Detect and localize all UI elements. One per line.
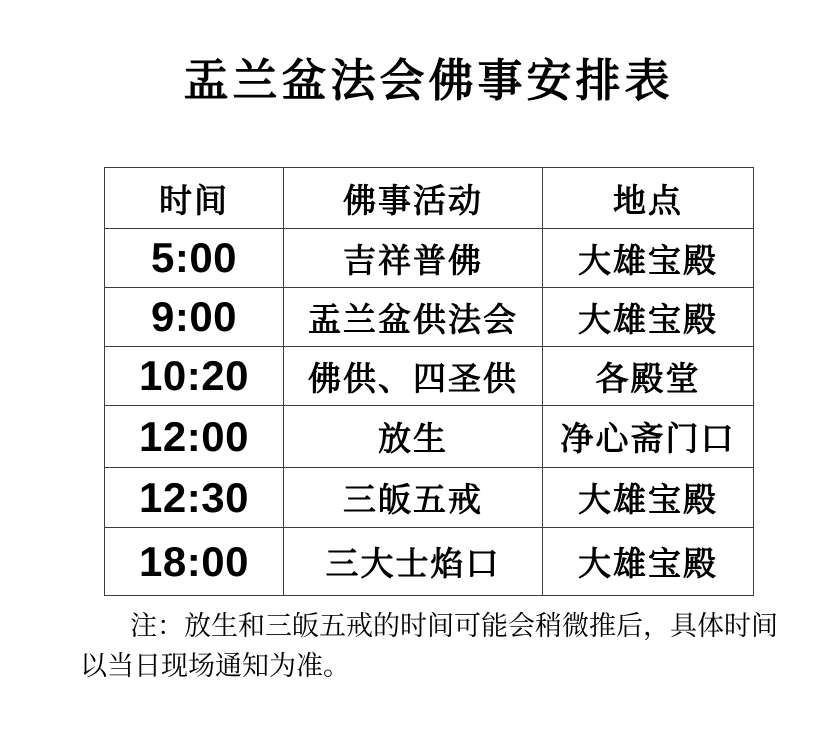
- table-row: [105, 288, 754, 347]
- footnote-line-1: 注：放生和三皈五戒的时间可能会稍微推后，具体时间: [130, 611, 778, 641]
- cell-location: 大雄宝殿: [543, 528, 754, 596]
- header-time: 时间: [105, 168, 284, 229]
- cell-activity: 吉祥普佛: [284, 229, 543, 288]
- cell-time: 12:00: [105, 406, 284, 468]
- cell-time: 18:00: [105, 528, 284, 596]
- cell-activity: 佛供、四圣供: [284, 347, 543, 406]
- cell-time: 9:00: [105, 288, 284, 347]
- header-location: 地点: [543, 168, 754, 229]
- cell-activity: 盂兰盆供法会: [284, 288, 543, 347]
- cell-time: 12:30: [105, 468, 284, 528]
- header-activity: 佛事活动: [284, 168, 543, 229]
- table-row: [105, 229, 754, 288]
- cell-location: 大雄宝殿: [543, 288, 754, 347]
- cell-location: 大雄宝殿: [543, 229, 754, 288]
- table-row: [105, 468, 754, 528]
- footnote-line-2: 以当日现场通知为准。: [80, 651, 350, 681]
- footnote: [80, 606, 780, 686]
- table-header-row: [105, 168, 754, 229]
- cell-location: 大雄宝殿: [543, 468, 754, 528]
- page-title: 盂兰盆法会佛事安排表: [183, 56, 674, 106]
- table-row: [105, 406, 754, 468]
- table-row: [105, 347, 754, 406]
- cell-time: 10:20: [105, 347, 284, 406]
- cell-location: 净心斋门口: [543, 406, 754, 468]
- cell-activity: 三皈五戒: [284, 468, 543, 528]
- cell-activity: 三大士焰口: [284, 528, 543, 596]
- schedule-table: [104, 167, 754, 596]
- cell-activity: 放生: [284, 406, 543, 468]
- cell-time: 5:00: [105, 229, 284, 288]
- cell-location: 各殿堂: [543, 347, 754, 406]
- table-row: [105, 528, 754, 596]
